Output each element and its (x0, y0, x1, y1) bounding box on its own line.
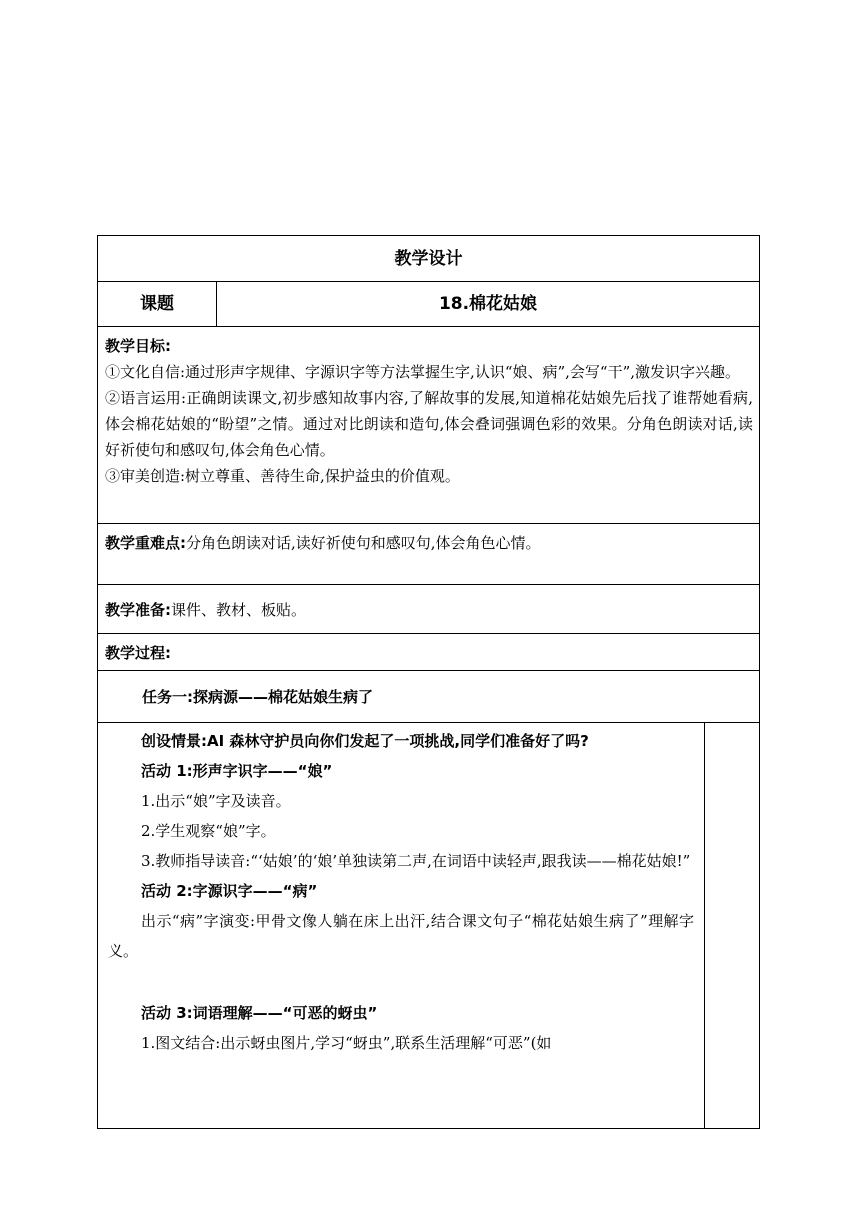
notes-cell (705, 723, 760, 1129)
table-title: 教学设计 (98, 236, 760, 282)
goals-row (98, 327, 760, 524)
task1-title: 任务一:探病源——棉花姑娘生病了 (98, 671, 760, 723)
goal-item-2: ②语言运用:正确朗读课文,初步感知故事内容,了解故事的发展,知道棉花姑娘先后找了谁帮她看病,体会棉花姑娘的“盼望”之情。通过对比朗读和造句,体会叠词强调色彩的效果。分角色朗读对话,读好祈使句和感叹句,体会角色心情。 (105, 389, 753, 459)
key-points-label: 教学重难点: (105, 534, 186, 552)
content-row (98, 723, 760, 1129)
activity1-step-3: 3.教师指导读音:“‘姑娘’的‘娘’单独读第二声,在词语中读轻声,跟我读——棉花姑娘!” (141, 852, 691, 870)
topic-row (98, 282, 760, 327)
key-points-text: 分角色朗读对话,读好祈使句和感叹句,体会角色心情。 (186, 534, 541, 552)
lesson-plan-table (97, 235, 760, 1129)
activity2-title: 活动 2:字源识字——“病” (141, 882, 318, 900)
activity3-title: 活动 3:词语理解——“可恶的蚜虫” (141, 1004, 378, 1022)
blank-line (108, 966, 694, 998)
preparation-cell (98, 585, 760, 634)
task1-row (98, 671, 760, 723)
title-row (98, 236, 760, 282)
preparation-row (98, 585, 760, 634)
scene-text: 创设情景:AI 森林守护员向你们发起了一项挑战,同学们准备好了吗? (141, 732, 589, 750)
preparation-label: 教学准备: (105, 601, 171, 619)
activity3-step-1: 1.图文结合:出示蚜虫图片,学习“蚜虫”,联系生活理解“可恶”(如 (141, 1034, 552, 1052)
goals-cell (98, 327, 760, 524)
activity1-step-1: 1.出示“娘”字及读音。 (141, 792, 291, 810)
topic-value: 18.棉花姑娘 (217, 282, 760, 327)
goals-heading: 教学目标: (105, 337, 171, 355)
activity1-title: 活动 1:形声字识字——“娘” (141, 762, 333, 780)
key-points-cell (98, 524, 760, 585)
goal-item-1: ①文化自信:通过形声字规律、字源识字等方法掌握生字,认识“娘、病”,会写“干”,激发识字兴趣。 (105, 363, 741, 381)
process-row (98, 634, 760, 671)
preparation-text: 课件、教材、板贴。 (171, 601, 307, 619)
topic-label: 课题 (98, 282, 217, 327)
content-cell (98, 723, 705, 1129)
activity1-step-2: 2.学生观察“娘”字。 (141, 822, 276, 840)
activity2-text: 出示“病”字演变:甲骨文像人躺在床上出汗,结合课文句子“棉花姑娘生病了”理解字义。 (108, 912, 694, 960)
key-points-row (98, 524, 760, 585)
process-label: 教学过程: (98, 634, 760, 671)
goal-item-3: ③审美创造:树立尊重、善待生命,保护益虫的价值观。 (105, 467, 460, 485)
